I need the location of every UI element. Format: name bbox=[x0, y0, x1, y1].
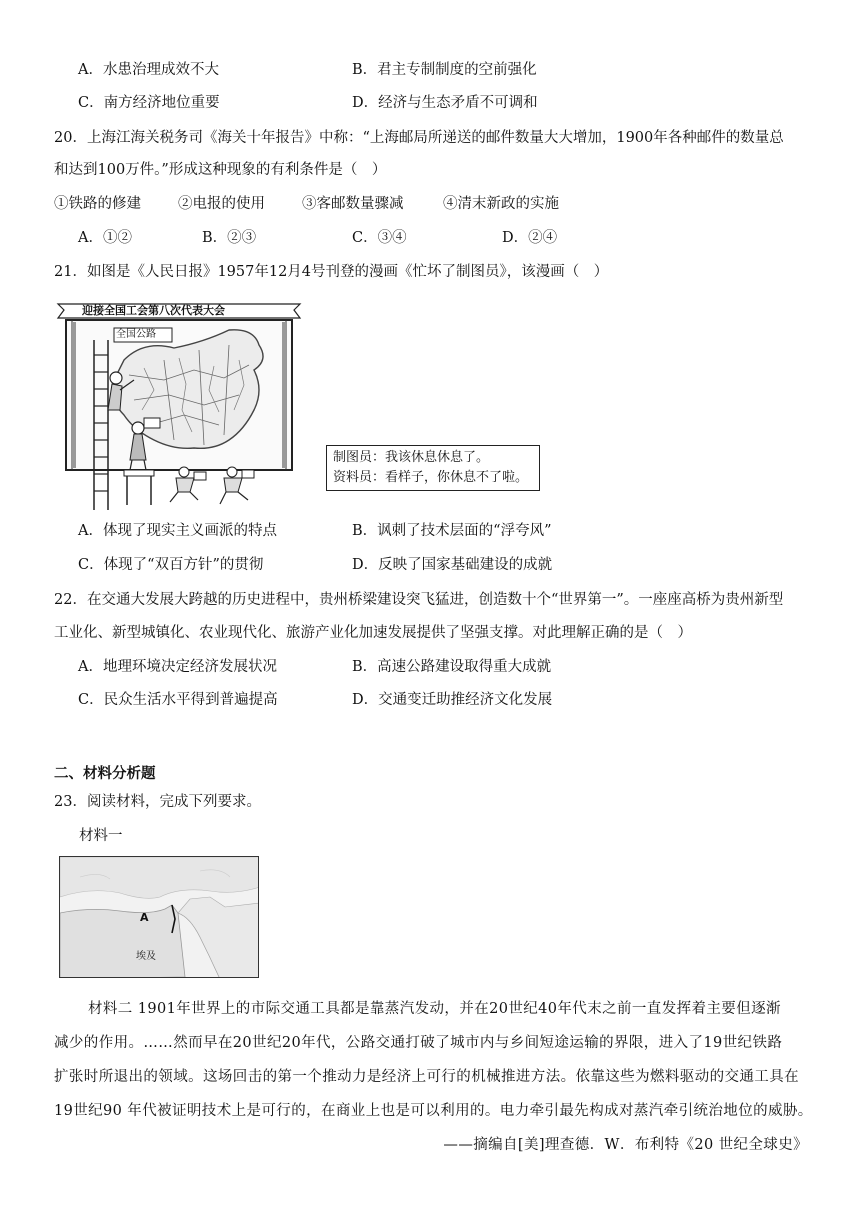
cartoon-map-label: 全国公路 bbox=[116, 329, 156, 340]
material2-source: ——摘编自[美]理查德．W．布利特《20 世纪全球史》 bbox=[443, 1137, 808, 1153]
q22-stem-line2: 工业化、新型城镇化、农业现代化、旅游产业化加速发展提供了坚强支撑。对此理解正确的是（ ） bbox=[54, 625, 692, 641]
caption-line1: 制图员：我该休息休息了。 bbox=[333, 450, 490, 465]
q19-option-d: D．经济与生态矛盾不可调和 bbox=[352, 95, 538, 111]
q19-option-a: A．水患治理成效不大 bbox=[78, 62, 219, 78]
material2-line2: 减少的作用。……然而早在20世纪20年代，公路交通打破了城市内与乡间短途运输的界限，进入了19世纪铁路 bbox=[54, 1035, 783, 1051]
q20-option-d: D．②④ bbox=[502, 230, 558, 246]
material2-line1: 材料二 1901年世界上的市际交通工具都是靠蒸汽发动，并在20世纪40年代末之前一直发挥着主要但逐渐 bbox=[88, 1001, 781, 1017]
q22-option-d: D．交通变迁助推经济文化发展 bbox=[352, 692, 553, 708]
q22-option-b: B．高速公路建设取得重大成就 bbox=[352, 659, 552, 675]
q21-option-d: D．反映了国家基础建设的成就 bbox=[352, 557, 553, 573]
section-title: 二、材料分析题 bbox=[54, 766, 156, 782]
q20-stem-line2: 和达到100万件。”形成这种现象的有利条件是（ ） bbox=[54, 162, 387, 178]
q21-option-b: B．讽刺了技术层面的“浮夸风” bbox=[352, 523, 552, 539]
material2-line3: 扩张时所退出的领域。这场回击的第一个推动力是经济上可行的机械推进方法。依靠这些为燃料驱动的交通工具在 bbox=[54, 1069, 799, 1085]
q19-option-b: B．君主专制制度的空前强化 bbox=[352, 62, 537, 78]
material2-line4: 19世纪90 年代被证明技术上是可行的，在商业上也是可以利用的。电力牵引最先构成对蒸汽牵引统治地位的威胁。 bbox=[54, 1103, 813, 1119]
map-region-label: 埃及 bbox=[136, 951, 156, 962]
cartoon-drawing bbox=[54, 300, 304, 512]
q20-option-c: C．③④ bbox=[352, 230, 407, 246]
q20-item-1: ①铁路的修建 bbox=[54, 196, 141, 212]
q21-option-c: C．体现了“双百方针”的贯彻 bbox=[78, 557, 264, 573]
q20-item-3: ③客邮数量骤减 bbox=[302, 196, 404, 212]
caption-line2: 资料员：看样子，你休息不了啦。 bbox=[333, 470, 529, 485]
q20-item-4: ④清末新政的实施 bbox=[443, 196, 559, 212]
q20-item-2: ②电报的使用 bbox=[178, 196, 265, 212]
material1-map bbox=[59, 856, 259, 978]
q22-option-c: C．民众生活水平得到普遍提高 bbox=[78, 692, 278, 708]
q20-option-a: A．①② bbox=[78, 230, 132, 246]
cartoon-illustration bbox=[54, 300, 304, 512]
q19-option-c: C．南方经济地位重要 bbox=[78, 95, 220, 111]
map-point-a: A bbox=[140, 911, 149, 924]
q23-stem: 23．阅读材料，完成下列要求。 bbox=[54, 794, 261, 810]
cartoon-caption bbox=[326, 445, 540, 491]
map-drawing bbox=[60, 857, 259, 978]
q21-stem: 21．如图是《人民日报》1957年12月4号刊登的漫画《忙坏了制图员》，该漫画（ ） bbox=[54, 264, 609, 280]
q22-stem-line1: 22．在交通大发展大跨越的历史进程中，贵州桥梁建设突飞猛进，创造数十个“世界第一”。一座座高桥为贵州新型 bbox=[54, 592, 784, 608]
q20-stem-line1: 20．上海江海关税务司《海关十年报告》中称：“上海邮局所递送的邮件数量大大增加，1900年各种邮件的数量总 bbox=[54, 130, 784, 146]
material1-label: 材料一 bbox=[79, 828, 123, 844]
cartoon-banner: 迎接全国工会第八次代表大会 bbox=[82, 304, 225, 317]
q20-option-b: B．②③ bbox=[202, 230, 257, 246]
q22-option-a: A．地理环境决定经济发展状况 bbox=[78, 659, 277, 675]
q21-option-a: A．体现了现实主义画派的特点 bbox=[78, 523, 277, 539]
